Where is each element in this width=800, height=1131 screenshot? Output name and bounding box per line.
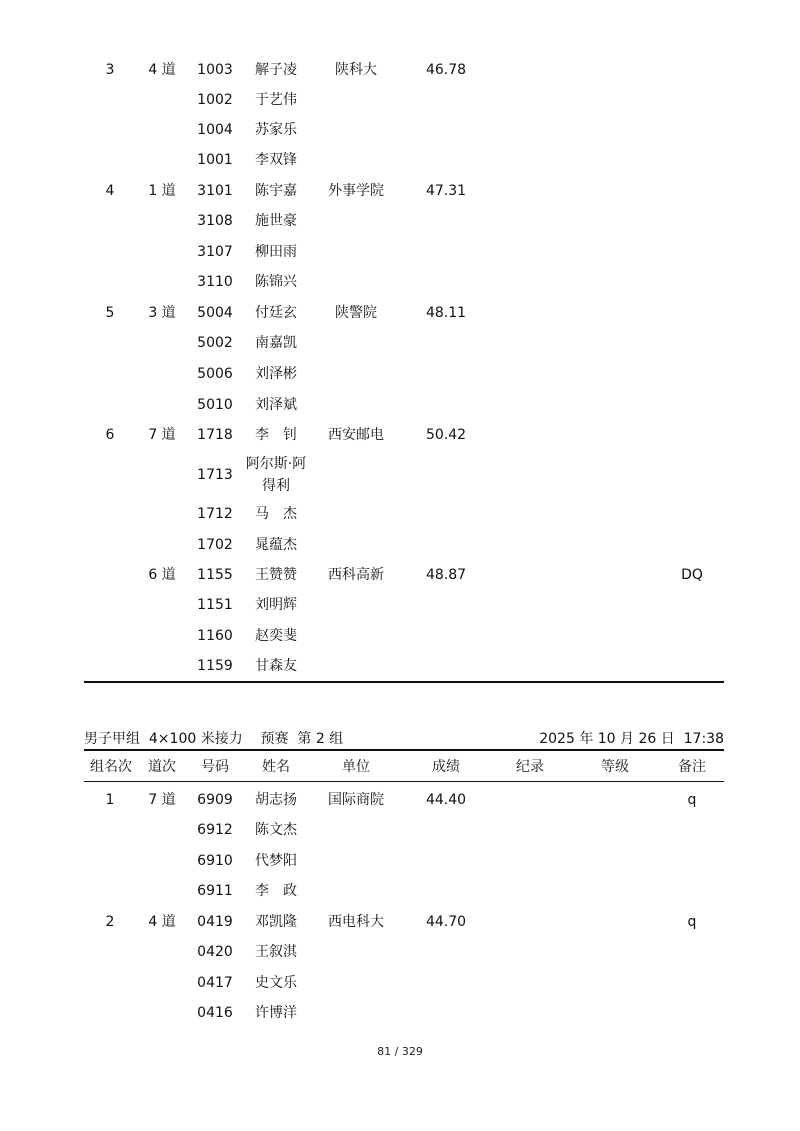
member-number: 6910 — [197, 853, 233, 869]
member-name: 马 杰 — [255, 506, 297, 522]
member-name: 代梦阳 — [255, 853, 297, 869]
team-lane: 6 道 — [148, 567, 176, 583]
header-lane: 道次 — [148, 759, 176, 775]
member-number: 1712 — [197, 506, 233, 522]
team-lane: 3 道 — [148, 305, 176, 321]
team-rank: 5 — [105, 305, 115, 321]
member-number: 1702 — [197, 537, 233, 553]
team-lane: 4 道 — [148, 914, 176, 930]
team-rank: 3 — [105, 62, 115, 78]
member-name: 阿尔斯·阿得利 — [245, 456, 307, 494]
member-number: 5004 — [197, 305, 233, 321]
member-name: 施世豪 — [255, 213, 297, 229]
member-name: 李 政 — [255, 883, 297, 899]
member-name: 陈宇嘉 — [255, 183, 297, 199]
member-name: 陈锦兴 — [255, 274, 297, 290]
member-name: 付廷玄 — [255, 305, 297, 321]
member-number: 0417 — [197, 975, 233, 991]
header-record: 纪录 — [516, 759, 544, 775]
member-name: 刘明辉 — [255, 597, 297, 613]
team-note: q — [687, 792, 697, 808]
member-name: 王赞赞 — [255, 567, 297, 583]
section-datetime: 2025 年 10 月 26 日 17:38 — [539, 731, 724, 747]
member-name: 晁蕴杰 — [255, 537, 297, 553]
member-number: 0419 — [197, 914, 233, 930]
member-name: 苏家乐 — [255, 122, 297, 138]
member-name: 赵奕斐 — [255, 628, 297, 644]
member-number: 1002 — [197, 92, 233, 108]
member-name: 于艺伟 — [255, 92, 297, 108]
team-rank: 2 — [105, 914, 115, 930]
page-number: 81 / 329 — [377, 1045, 423, 1058]
member-name: 解子凌 — [255, 62, 297, 78]
member-number: 0416 — [197, 1005, 233, 1021]
member-number: 1003 — [197, 62, 233, 78]
team-rank: 4 — [105, 183, 115, 199]
team-note: DQ — [681, 567, 703, 583]
member-name: 柳田雨 — [255, 244, 297, 260]
header-top-rule — [84, 749, 724, 751]
team-unit: 西安邮电 — [328, 427, 384, 443]
member-number: 0420 — [197, 944, 233, 960]
member-name: 王叙淇 — [255, 944, 297, 960]
team-unit: 西电科大 — [328, 914, 384, 930]
member-name: 刘泽斌 — [255, 397, 297, 413]
team-result: 48.87 — [425, 567, 467, 583]
header-rank: 组名次 — [90, 759, 132, 775]
team-rank: 1 — [105, 792, 115, 808]
member-number: 3108 — [197, 213, 233, 229]
member-number: 3101 — [197, 183, 233, 199]
member-number: 5002 — [197, 335, 233, 351]
team-lane: 7 道 — [148, 792, 176, 808]
member-number: 1151 — [197, 597, 233, 613]
member-name: 南嘉凯 — [255, 335, 297, 351]
member-number: 1718 — [197, 427, 233, 443]
member-number: 1004 — [197, 122, 233, 138]
header-unit: 单位 — [342, 759, 370, 775]
member-number: 6912 — [197, 822, 233, 838]
member-number: 1160 — [197, 628, 233, 644]
member-number: 3110 — [197, 274, 233, 290]
member-number: 1155 — [197, 567, 233, 583]
team-result: 44.40 — [425, 792, 467, 808]
team-lane: 4 道 — [148, 62, 176, 78]
member-number: 5010 — [197, 397, 233, 413]
member-number: 1159 — [197, 658, 233, 674]
header-note: 备注 — [678, 759, 706, 775]
team-result: 44.70 — [425, 914, 467, 930]
member-number: 3107 — [197, 244, 233, 260]
member-number: 1713 — [197, 467, 233, 483]
member-number: 6909 — [197, 792, 233, 808]
member-name: 甘森友 — [255, 658, 297, 674]
team-unit: 陕警院 — [335, 305, 377, 321]
team-result: 50.42 — [425, 427, 467, 443]
team-unit: 陕科大 — [335, 62, 377, 78]
header-number: 号码 — [201, 759, 229, 775]
member-name: 史文乐 — [255, 975, 297, 991]
member-name: 李 钊 — [255, 427, 297, 443]
team-note: q — [687, 914, 697, 930]
team-lane: 7 道 — [148, 427, 176, 443]
member-number: 1001 — [197, 152, 233, 168]
member-name: 邓凯隆 — [255, 914, 297, 930]
team-lane: 1 道 — [148, 183, 176, 199]
member-name: 胡志扬 — [255, 792, 297, 808]
table-bottom-rule — [84, 681, 724, 683]
team-unit: 西科高新 — [328, 567, 384, 583]
header-grade: 等级 — [601, 759, 629, 775]
member-name: 刘泽彬 — [255, 366, 297, 382]
team-rank: 6 — [105, 427, 115, 443]
header-name: 姓名 — [262, 759, 290, 775]
team-result: 46.78 — [425, 62, 467, 78]
member-name: 陈文杰 — [255, 822, 297, 838]
header-result: 成绩 — [432, 759, 460, 775]
team-result: 48.11 — [425, 305, 467, 321]
team-result: 47.31 — [425, 183, 467, 199]
member-number: 5006 — [197, 366, 233, 382]
member-name: 李双锋 — [255, 152, 297, 168]
section-title: 男子甲组 4×100 米接力 预赛 第 2 组 — [84, 731, 344, 747]
team-unit: 国际商院 — [328, 792, 384, 808]
header-bottom-rule — [84, 781, 724, 782]
member-name: 许博洋 — [255, 1005, 297, 1021]
team-unit: 外事学院 — [328, 183, 384, 199]
member-number: 6911 — [197, 883, 233, 899]
